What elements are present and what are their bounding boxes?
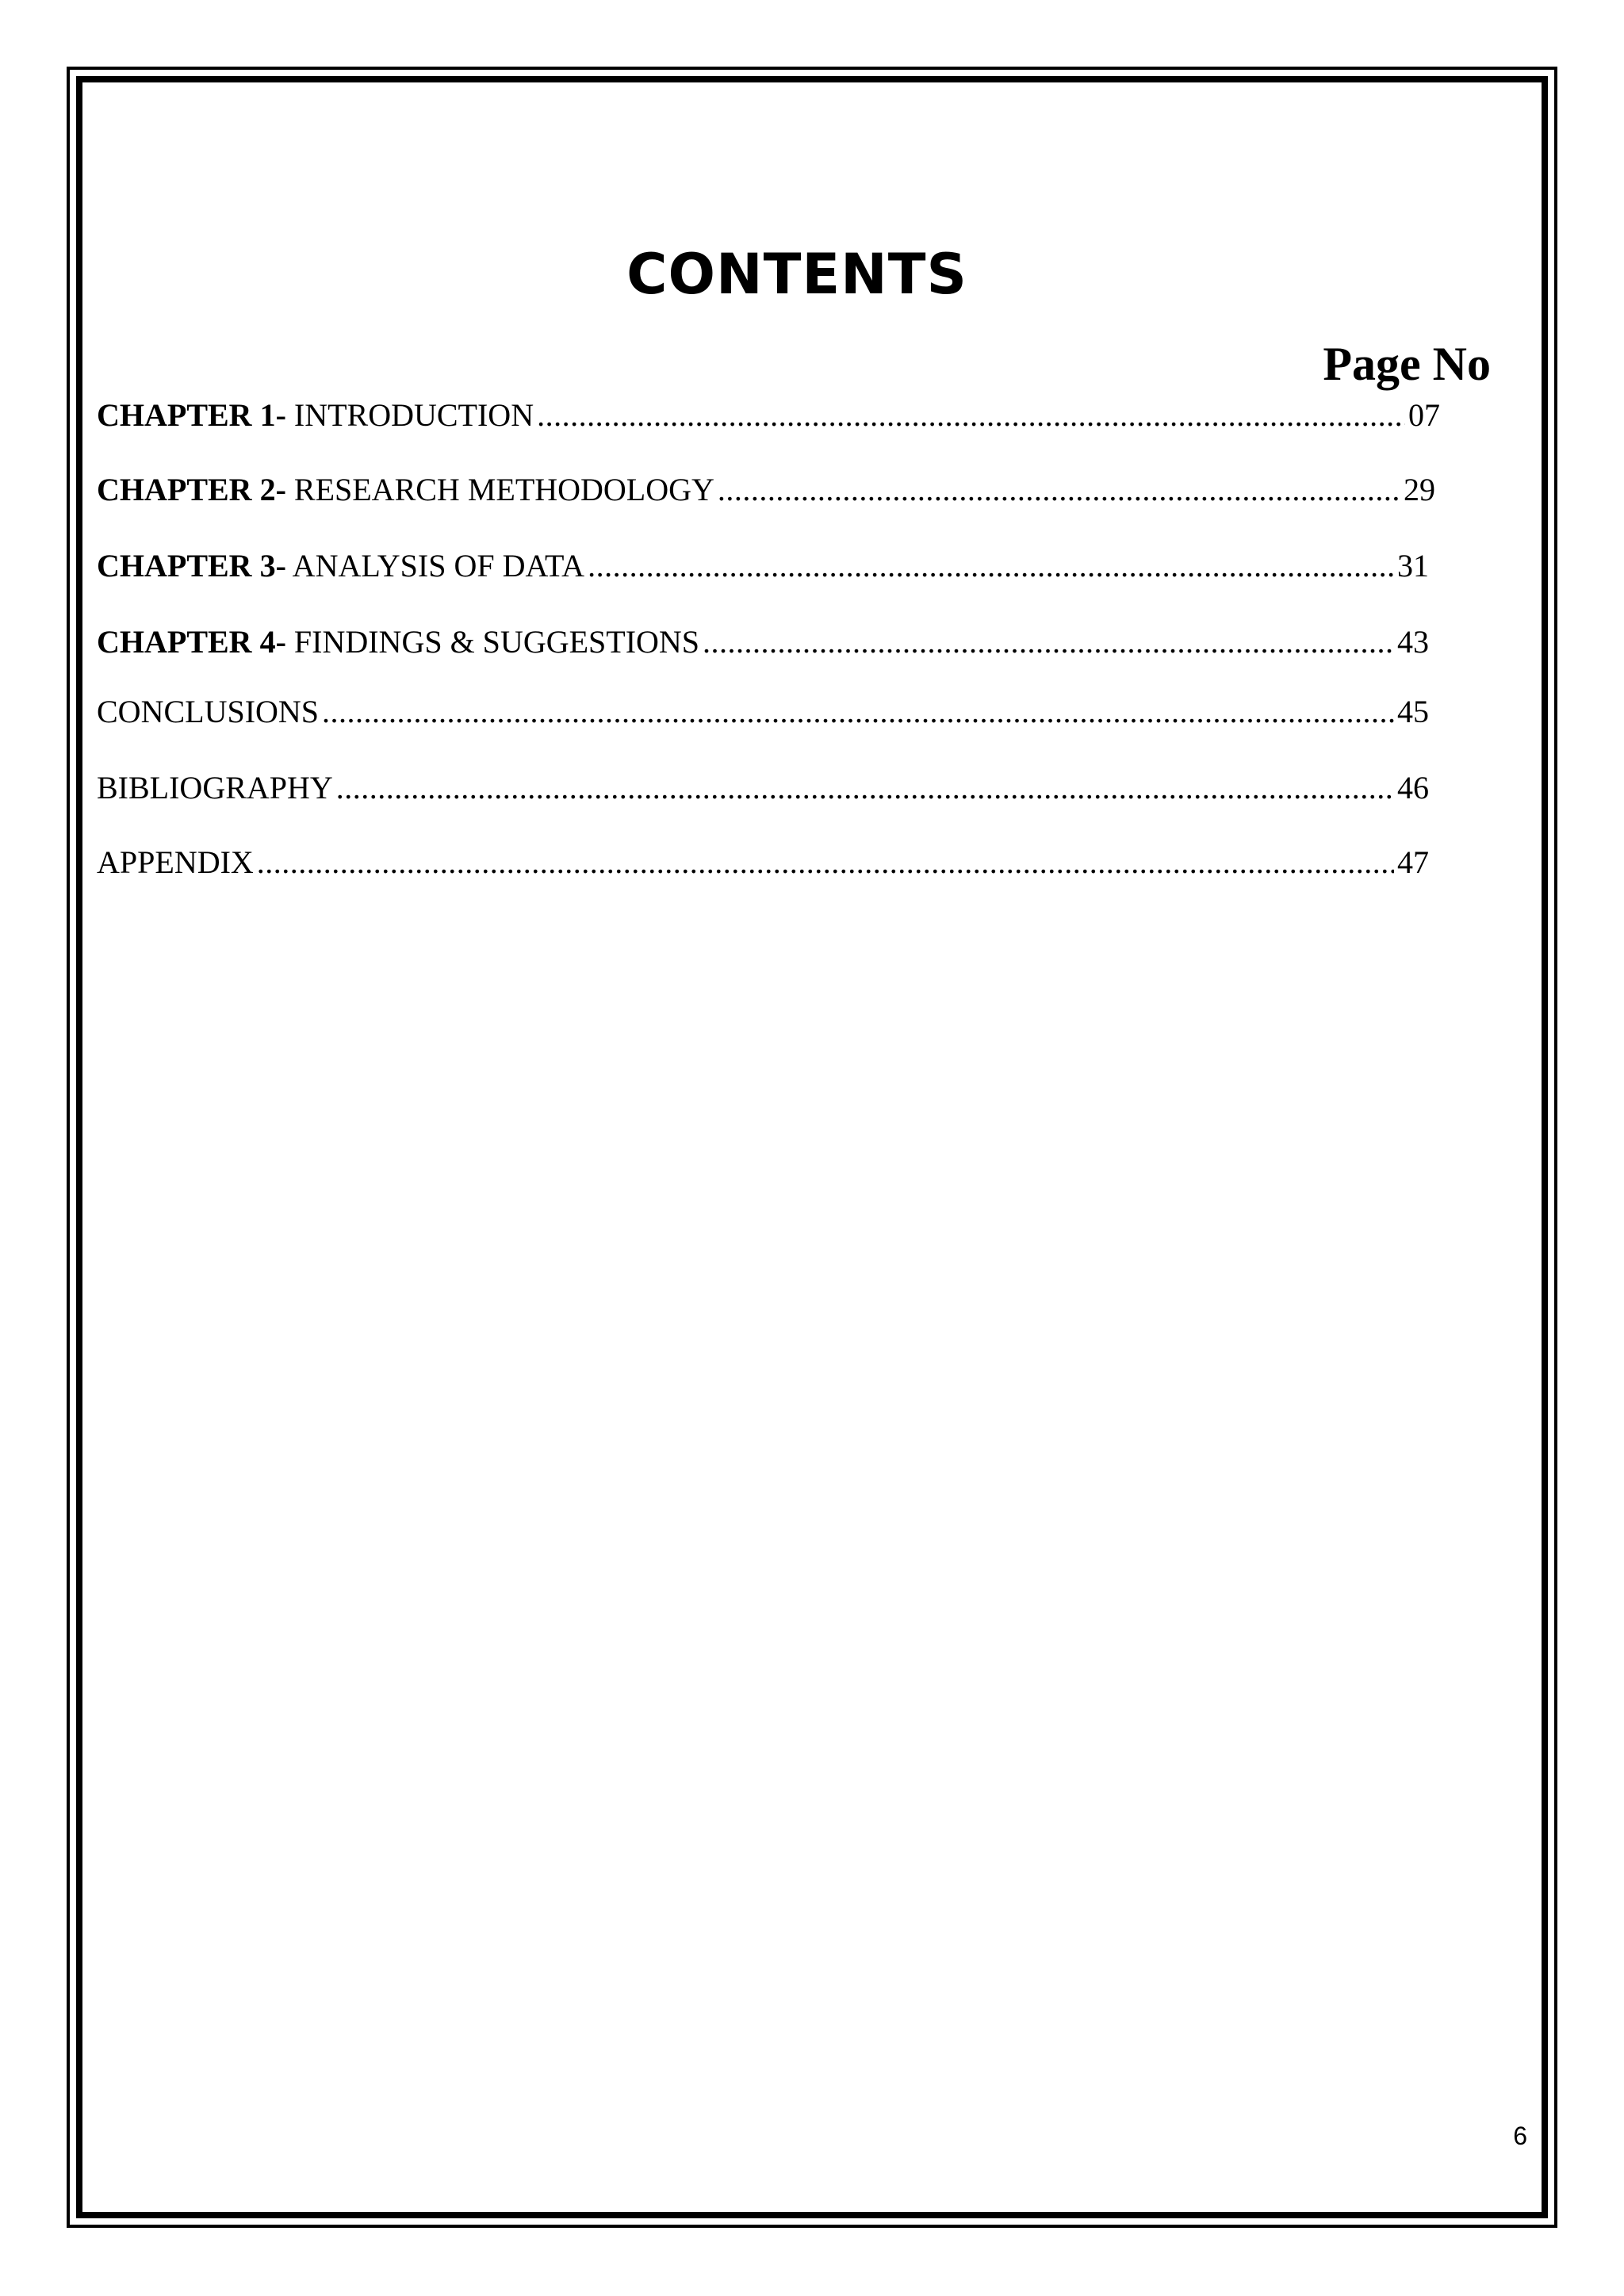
- toc-entry-label: [97, 767, 333, 809]
- toc-entry-appendix[interactable]: [97, 842, 1429, 883]
- toc-entry-title: FINDINGS & SUGGESTIONS: [285, 624, 700, 660]
- toc-entry-chapter-2[interactable]: [97, 469, 1435, 511]
- toc-entry-prefix: CHAPTER 3-: [97, 548, 286, 584]
- toc-entry-label: [97, 545, 584, 587]
- toc-entry-prefix: CHAPTER 1-: [97, 397, 286, 433]
- toc-entry-prefix: CHAPTER 2-: [97, 472, 286, 507]
- toc-entry-title: ANALYSIS OF DATA: [285, 548, 585, 584]
- toc-entry-title: BIBLIOGRAPHY: [97, 770, 333, 806]
- toc-leader-dots: [537, 395, 1405, 436]
- toc-entry-page: 07: [1408, 397, 1440, 433]
- toc-entry-title: APPENDIX: [97, 844, 254, 880]
- toc-entry-page: 43: [1397, 624, 1429, 660]
- toc-leader-dots: [703, 622, 1394, 663]
- toc-leader-dots: [336, 767, 1394, 809]
- footer-page-number: 6: [1513, 2122, 1527, 2150]
- toc-leader-dots: [257, 842, 1394, 883]
- toc-entry-page: 47: [1397, 844, 1429, 880]
- toc-entry-label: [97, 842, 254, 883]
- toc-entry-title: CONCLUSIONS: [97, 694, 320, 729]
- toc-entry-title: RESEARCH METHODOLOGY: [285, 472, 714, 507]
- toc-entry-page: 31: [1397, 548, 1429, 584]
- toc-entry-page: 45: [1397, 694, 1429, 729]
- toc-entry-page: 46: [1397, 770, 1429, 806]
- toc-entry-title: INTRODUCTION: [285, 397, 534, 433]
- toc-entry-page: 29: [1404, 472, 1435, 507]
- page-title: CONTENTS: [626, 242, 967, 307]
- toc-entry-label: [97, 395, 534, 436]
- toc-entry-chapter-3[interactable]: [97, 545, 1429, 587]
- toc-entry-chapter-1[interactable]: [97, 395, 1440, 436]
- toc-entry-label: [97, 622, 699, 663]
- toc-leader-dots: [588, 545, 1394, 587]
- toc-entry-label: [97, 691, 319, 733]
- toc-entry-conclusions[interactable]: [97, 691, 1429, 733]
- toc-entry-chapter-4[interactable]: [97, 622, 1429, 663]
- toc-entry-label: [97, 469, 714, 511]
- toc-leader-dots: [718, 469, 1400, 511]
- toc-leader-dots: [322, 691, 1394, 733]
- page-no-heading: Page No: [1323, 338, 1491, 390]
- toc-entry-prefix: CHAPTER 4-: [97, 624, 286, 660]
- toc-entry-bibliography[interactable]: [97, 767, 1429, 809]
